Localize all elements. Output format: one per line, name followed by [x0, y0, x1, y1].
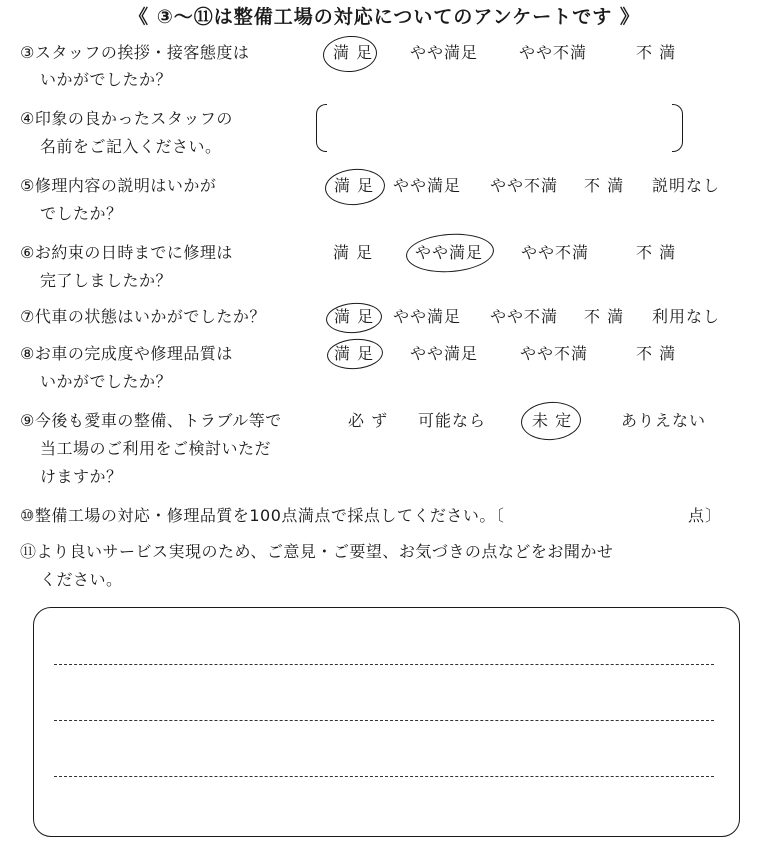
- q8-option-dissatisfied[interactable]: 不 満: [636, 344, 677, 363]
- question-4-text: ④印象の良かったスタッフの: [20, 109, 233, 128]
- q6-option-somewhat-satisfied[interactable]: やや満足: [415, 243, 484, 262]
- question-7-text: ⑦代車の状態はいかがでしたか？: [20, 307, 266, 326]
- question-4-text-2: 名前をご記入ください。: [40, 137, 222, 156]
- comment-line-3: [54, 776, 714, 777]
- q8-option-somewhat-dissatisfied[interactable]: やや不満: [520, 344, 589, 363]
- q9-option-undecided[interactable]: 未 定: [532, 411, 573, 430]
- q5-option-somewhat-satisfied[interactable]: やや満足: [393, 176, 462, 195]
- q8-option-somewhat-satisfied[interactable]: やや満足: [410, 344, 479, 363]
- q3-option-somewhat-dissatisfied[interactable]: やや不満: [519, 43, 588, 62]
- q6-selection-circle: [405, 231, 495, 275]
- question-11-text-2: ください。: [40, 570, 123, 589]
- q6-option-satisfied[interactable]: 満 足: [333, 243, 374, 262]
- q7-option-not-used[interactable]: 利用なし: [652, 307, 721, 326]
- question-3-text-2: いかがでしたか？: [40, 70, 173, 89]
- q6-option-dissatisfied[interactable]: 不 満: [636, 243, 677, 262]
- q7-option-somewhat-dissatisfied[interactable]: やや不満: [490, 307, 559, 326]
- comment-line-1: [54, 664, 714, 665]
- score-field[interactable]: [580, 500, 685, 528]
- question-5-text-2: でしたか？: [40, 204, 123, 223]
- question-6-text-2: 完了しましたか？: [40, 271, 173, 290]
- question-10-text: ⑩整備工場の対応・修理品質を100点満点で採点してください。〔: [20, 506, 505, 525]
- staff-name-field[interactable]: [330, 104, 670, 152]
- q5-option-dissatisfied[interactable]: 不 満: [584, 176, 625, 195]
- q5-option-satisfied[interactable]: 満 足: [334, 176, 375, 195]
- question-9-text: ⑨今後も愛車の整備、トラブル等で: [20, 411, 282, 430]
- question-6-text: ⑥お約束の日時までに修理は: [20, 243, 233, 262]
- q7-option-satisfied[interactable]: 満 足: [334, 307, 375, 326]
- question-11-text: ⑪より良いサービス実現のため、ご意見・ご要望、お気づきの点などをお聞かせ: [20, 542, 614, 561]
- question-3-text: ③スタッフの挨拶・接客態度は: [20, 43, 250, 62]
- q7-option-dissatisfied[interactable]: 不 満: [584, 307, 625, 326]
- q9-option-definitely[interactable]: 必 ず: [348, 411, 389, 430]
- q7-option-somewhat-satisfied[interactable]: やや満足: [393, 307, 462, 326]
- staff-name-bracket-right: [672, 104, 683, 152]
- staff-name-bracket-left: [316, 104, 327, 152]
- q8-option-satisfied[interactable]: 満 足: [334, 344, 375, 363]
- question-8-text-2: いかがでしたか？: [40, 372, 173, 391]
- question-5-text: ⑤修理内容の説明はいかが: [20, 176, 217, 195]
- q3-option-somewhat-satisfied[interactable]: やや満足: [410, 43, 479, 62]
- comment-box[interactable]: [33, 607, 740, 837]
- q3-option-dissatisfied[interactable]: 不 満: [636, 43, 677, 62]
- q9-selection-circle: [520, 400, 583, 442]
- question-8-text: ⑧お車の完成度や修理品質は: [20, 344, 233, 363]
- q3-selection-circle: [322, 34, 378, 74]
- q6-option-somewhat-dissatisfied[interactable]: やや不満: [521, 243, 590, 262]
- question-9-text-3: けますか？: [40, 467, 123, 486]
- q9-option-if-possible[interactable]: 可能なら: [418, 411, 487, 430]
- comment-line-2: [54, 720, 714, 721]
- q9-option-unlikely[interactable]: ありえない: [621, 411, 707, 430]
- score-unit: 点〕: [688, 506, 723, 525]
- q3-option-satisfied[interactable]: 満 足: [333, 43, 374, 62]
- q5-option-somewhat-dissatisfied[interactable]: やや不満: [490, 176, 559, 195]
- question-9-text-2: 当工場のご利用をご検討いただ: [40, 439, 272, 458]
- q5-option-no-explanation[interactable]: 説明なし: [652, 176, 721, 195]
- survey-title: 《 ③～⑪は整備工場の対応についてのアンケートです 》: [129, 6, 640, 28]
